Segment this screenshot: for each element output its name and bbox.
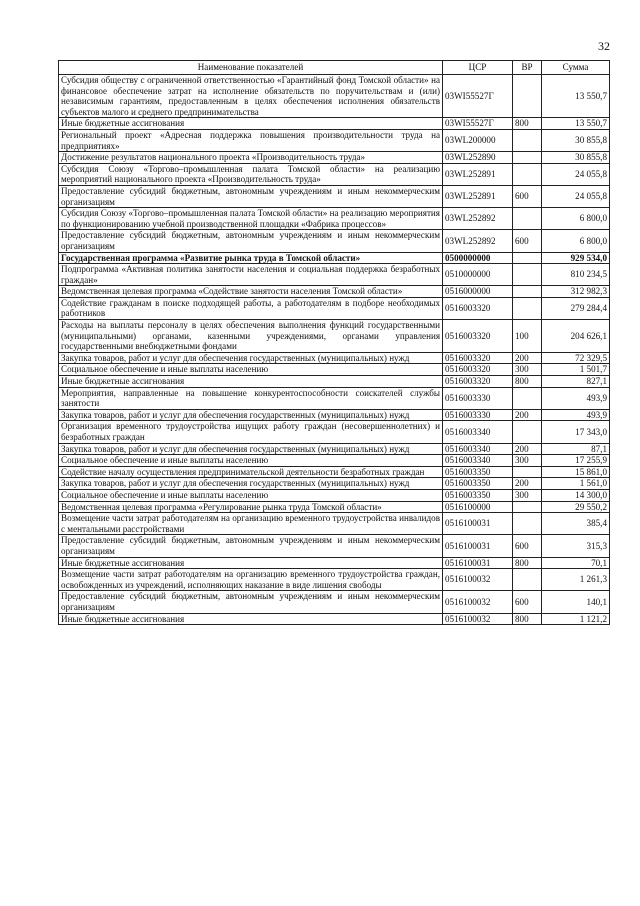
cell-vr (513, 421, 542, 443)
table-row (59, 364, 610, 376)
table-row (59, 208, 610, 230)
cell-name: Мероприятия, направленные на повышение конкурентоспособности соискателей службы занятости (59, 387, 443, 409)
cell-vr: 800 (513, 376, 542, 388)
cell-csr: 0516000000 (443, 286, 513, 298)
cell-name: Достижение результатов национального проекта «Производительность труда» (59, 152, 443, 164)
table-row (59, 129, 610, 151)
cell-sum: 315,3 (542, 535, 610, 557)
cell-csr: 03WI55527Г (443, 75, 513, 118)
cell-csr: 0516003330 (443, 387, 513, 409)
cell-csr: 0516003340 (443, 443, 513, 455)
cell-vr: 200 (513, 352, 542, 364)
cell-sum: 72 329,5 (542, 352, 610, 364)
cell-vr (513, 569, 542, 591)
table-row (59, 352, 610, 364)
table-row (59, 466, 610, 478)
cell-csr: 0516003340 (443, 421, 513, 443)
cell-name: Ведомственная целевая программа «Регулирование рынка труда Томской области» (59, 501, 443, 513)
table-row (59, 513, 610, 535)
cell-csr: 0516100032 (443, 613, 513, 625)
cell-csr: 0516100031 (443, 513, 513, 535)
cell-vr: 100 (513, 320, 542, 353)
header-vr: ВР (513, 61, 542, 75)
table-row (59, 613, 610, 625)
cell-csr: 0516003340 (443, 455, 513, 467)
page-number: 32 (598, 39, 610, 53)
cell-csr: 0516003320 (443, 352, 513, 364)
cell-name: Закупка товаров, работ и услуг для обеспечения государственных (муниципальных) нужд (59, 443, 443, 455)
cell-sum: 24 055,8 (542, 163, 610, 185)
cell-sum: 13 550,7 (542, 118, 610, 130)
table-row (59, 118, 610, 130)
cell-vr: 300 (513, 489, 542, 501)
cell-csr: 0516100031 (443, 557, 513, 569)
cell-vr: 800 (513, 118, 542, 130)
table-row (59, 152, 610, 164)
cell-sum: 810 234,5 (542, 264, 610, 286)
table-row (59, 455, 610, 467)
cell-name: Предоставление субсидий бюджетным, автономным учреждениям и иным некоммерческим организациям (59, 591, 443, 613)
cell-sum: 1 501,7 (542, 364, 610, 376)
cell-vr: 300 (513, 455, 542, 467)
cell-csr: 0516100031 (443, 535, 513, 557)
table-row (59, 286, 610, 298)
table-row (59, 297, 610, 319)
table-row (59, 569, 610, 591)
cell-csr: 0516003320 (443, 320, 513, 353)
cell-vr: 600 (513, 591, 542, 613)
cell-vr: 800 (513, 557, 542, 569)
cell-name: Иные бюджетные ассигнования (59, 118, 443, 130)
table-row (59, 535, 610, 557)
table-row (59, 478, 610, 490)
cell-name: Иные бюджетные ассигнования (59, 376, 443, 388)
cell-csr: 0510000000 (443, 264, 513, 286)
cell-name: Расходы на выплаты персоналу в целях обеспечения выполнения функций государственными (муниципальными) органами, казенными учреждениями, органами управления государственными внебюджетными фондами (59, 320, 443, 353)
cell-csr: 0516100032 (443, 591, 513, 613)
cell-csr: 0516003350 (443, 478, 513, 490)
cell-sum: 87,1 (542, 443, 610, 455)
table-header-row (59, 61, 610, 75)
cell-csr: 0516003320 (443, 364, 513, 376)
cell-csr: 0516003350 (443, 489, 513, 501)
table-row (59, 557, 610, 569)
cell-sum: 929 534,0 (542, 252, 610, 264)
cell-name: Закупка товаров, работ и услуг для обеспечения государственных (муниципальных) нужд (59, 478, 443, 490)
cell-name: Возмещение части затрат работодателям на организацию временного трудоустройства граждан, освобожденных из учреждений, исполняющих наказание в виде лишения свободы (59, 569, 443, 591)
cell-sum: 279 284,4 (542, 297, 610, 319)
cell-vr (513, 501, 542, 513)
cell-name: Предоставление субсидий бюджетным, автономным учреждениям и иным некоммерческим организациям (59, 535, 443, 557)
table-row (59, 591, 610, 613)
cell-name: Государственная программа «Развитие рынка труда в Томской области» (59, 252, 443, 264)
table-row (59, 489, 610, 501)
cell-sum: 6 800,0 (542, 208, 610, 230)
cell-name: Закупка товаров, работ и услуг для обеспечения государственных (муниципальных) нужд (59, 352, 443, 364)
table-row (59, 230, 610, 252)
cell-csr: 0516003330 (443, 409, 513, 421)
cell-csr: 0516003320 (443, 376, 513, 388)
cell-sum: 140,1 (542, 591, 610, 613)
cell-csr: 0516003320 (443, 297, 513, 319)
header-csr: ЦСР (443, 61, 513, 75)
cell-vr (513, 466, 542, 478)
cell-vr: 800 (513, 613, 542, 625)
cell-name: Возмещение части затрат работодателям на организацию временного трудоустройства инвалидов с ментальными расстройствами (59, 513, 443, 535)
cell-vr (513, 152, 542, 164)
cell-name: Предоставление субсидий бюджетным, автономным учреждениям и иным некоммерческим организациям (59, 230, 443, 252)
cell-vr: 200 (513, 478, 542, 490)
cell-vr (513, 297, 542, 319)
cell-sum: 14 300,0 (542, 489, 610, 501)
cell-sum: 493,9 (542, 409, 610, 421)
cell-vr (513, 208, 542, 230)
cell-name: Социальное обеспечение и иные выплаты населению (59, 364, 443, 376)
table-row (59, 75, 610, 118)
table-row (59, 443, 610, 455)
cell-sum: 29 550,2 (542, 501, 610, 513)
cell-vr (513, 387, 542, 409)
table-row (59, 376, 610, 388)
cell-sum: 204 626,1 (542, 320, 610, 353)
cell-vr: 200 (513, 409, 542, 421)
cell-name: Предоставление субсидий бюджетным, автономным учреждениям и иным некоммерческим организациям (59, 185, 443, 207)
cell-csr: 0516100000 (443, 501, 513, 513)
table-row (59, 320, 610, 353)
cell-vr (513, 163, 542, 185)
cell-sum: 13 550,7 (542, 75, 610, 118)
cell-sum: 15 861,0 (542, 466, 610, 478)
cell-name: Иные бюджетные ассигнования (59, 613, 443, 625)
cell-name: Содействие началу осуществления предпринимательской деятельности безработных граждан (59, 466, 443, 478)
table-row (59, 264, 610, 286)
cell-name: Организация временного трудоустройства ищущих работу граждан (несовершеннолетних) и безработных граждан (59, 421, 443, 443)
cell-csr: 0516100032 (443, 569, 513, 591)
cell-csr: 0516003350 (443, 466, 513, 478)
cell-sum: 1 561,0 (542, 478, 610, 490)
cell-sum: 6 800,0 (542, 230, 610, 252)
cell-name: Подпрограмма «Активная политика занятости населения и социальная поддержка безработных граждан» (59, 264, 443, 286)
cell-name: Субсидия Союзу «Торгово–промышленная палата Томской области» на реализацию мероприятия по функционированию учебной производственной площадки «Фабрика процессов» (59, 208, 443, 230)
table-row (59, 421, 610, 443)
table-row (59, 252, 610, 264)
cell-name: Субсидия обществу с ограниченной ответственностью «Гарантийный фонд Томской области» на финансовое обеспечение затрат на исполнение обязательств по поручительствам и (или) независимым гарантиям, предоставленным в целях обеспечения исполнения обязательств субъектов малого и среднего предпринимательства (59, 75, 443, 118)
table-row (59, 501, 610, 513)
cell-sum: 1 261,3 (542, 569, 610, 591)
table-row (59, 387, 610, 409)
cell-sum: 1 121,2 (542, 613, 610, 625)
cell-csr: 03WL252891 (443, 185, 513, 207)
cell-name: Региональный проект «Адресная поддержка повышения производительности труда на предприятиях» (59, 129, 443, 151)
cell-sum: 30 855,8 (542, 152, 610, 164)
cell-sum: 17 255,9 (542, 455, 610, 467)
cell-vr (513, 513, 542, 535)
cell-sum: 827,1 (542, 376, 610, 388)
cell-vr (513, 264, 542, 286)
cell-csr: 03WL252891 (443, 163, 513, 185)
cell-name: Содействие гражданам в поиске подходящей работы, а работодателям в подборе необходимых работников (59, 297, 443, 319)
cell-vr (513, 129, 542, 151)
cell-vr: 300 (513, 364, 542, 376)
cell-sum: 30 855,8 (542, 129, 610, 151)
cell-vr: 600 (513, 535, 542, 557)
cell-vr (513, 75, 542, 118)
cell-sum: 385,4 (542, 513, 610, 535)
cell-csr: 03WL252892 (443, 230, 513, 252)
cell-sum: 312 982,3 (542, 286, 610, 298)
cell-vr: 600 (513, 185, 542, 207)
cell-name: Социальное обеспечение и иные выплаты населению (59, 489, 443, 501)
cell-csr: 03WL252892 (443, 208, 513, 230)
header-sum: Сумма (542, 61, 610, 75)
cell-vr (513, 286, 542, 298)
cell-csr: 03WL200000 (443, 129, 513, 151)
cell-name: Субсидия Союзу «Торгово–промышленная палата Томской области» на реализацию мероприятий национального проекта «Производительность труда» (59, 163, 443, 185)
budget-table (58, 60, 610, 625)
cell-csr: 03WI55527Г (443, 118, 513, 130)
table-row (59, 163, 610, 185)
table-row (59, 409, 610, 421)
cell-csr: 03WL252890 (443, 152, 513, 164)
cell-name: Ведомственная целевая программа «Содействие занятости населения Томской области» (59, 286, 443, 298)
cell-name: Закупка товаров, работ и услуг для обеспечения государственных (муниципальных) нужд (59, 409, 443, 421)
cell-vr: 200 (513, 443, 542, 455)
cell-name: Социальное обеспечение и иные выплаты населению (59, 455, 443, 467)
cell-vr (513, 252, 542, 264)
cell-sum: 24 055,8 (542, 185, 610, 207)
cell-sum: 17 343,0 (542, 421, 610, 443)
cell-name: Иные бюджетные ассигнования (59, 557, 443, 569)
cell-sum: 493,9 (542, 387, 610, 409)
cell-vr: 600 (513, 230, 542, 252)
header-name: Наименование показателей (59, 61, 443, 75)
cell-sum: 70,1 (542, 557, 610, 569)
table-row (59, 185, 610, 207)
table-body (59, 75, 610, 625)
cell-csr: 0500000000 (443, 252, 513, 264)
